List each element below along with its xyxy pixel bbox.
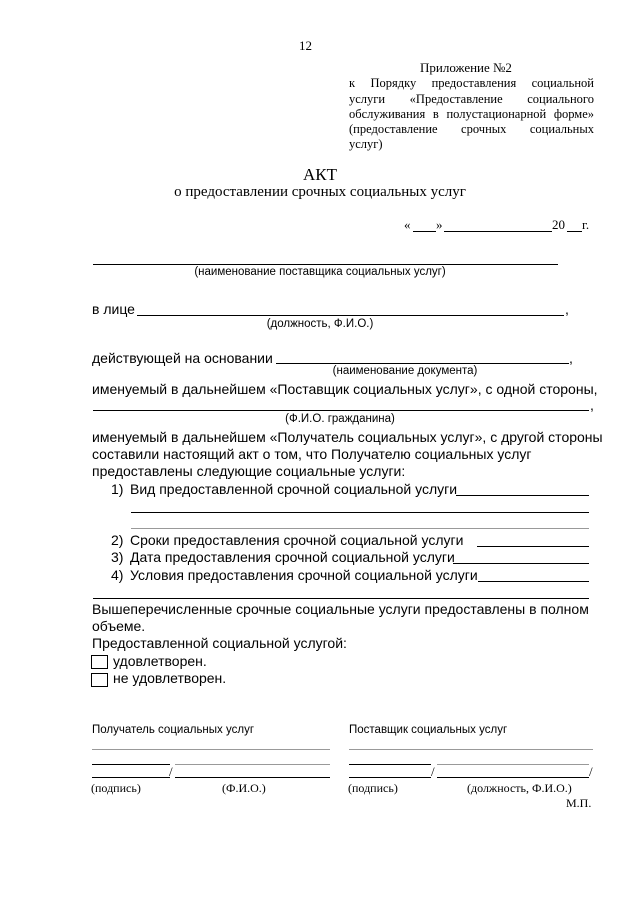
basis-document-field[interactable] — [276, 363, 569, 364]
provider-named-text: именуемый в дальнейшем «Поставщик социальных услуг», с одной стороны, — [92, 381, 598, 397]
provider-caption-sign: (подпись) — [348, 781, 398, 795]
recipient-signature-title: Получатель социальных услуг — [92, 724, 255, 736]
item-field-conditions[interactable] — [478, 581, 589, 582]
conclusion-text: Вышеперечисленные срочные социальные услуги предоставлены в полном — [92, 601, 589, 617]
recipient-name-field[interactable] — [175, 764, 330, 765]
provider-name-caption: (наименование поставщика социальных услуг) — [194, 266, 446, 278]
provider-signature-title: Поставщик социальных услуг — [349, 724, 508, 736]
not-satisfied-label: не удовлетворен. — [113, 670, 227, 686]
appendix-line: обслуживания в полустационарной форме» — [349, 107, 594, 121]
document-subtitle: о предоставлении срочных социальных услуг — [174, 184, 466, 200]
conclusion-text: объеме. — [92, 618, 146, 634]
recipient-caption-sign: (подпись) — [91, 781, 141, 795]
item-label: Сроки предоставления срочной социальной услуги — [130, 532, 464, 548]
recipient-caption-name: (Ф.И.О.) — [222, 781, 266, 795]
item-label: Условия предоставления срочной социальной услуги — [130, 567, 478, 583]
item-field-type-continued[interactable] — [131, 528, 589, 529]
provider-signature-field[interactable] — [349, 764, 431, 765]
date-day-field[interactable] — [413, 231, 436, 232]
provider-signature-line[interactable] — [349, 749, 593, 750]
provider-caption-name: (должность, Ф.И.О.) — [467, 781, 572, 795]
date-month-field[interactable] — [444, 231, 552, 232]
recipient-slash: / — [169, 764, 173, 779]
represented-by-field[interactable] — [137, 315, 564, 316]
satisfied-label: удовлетворен. — [113, 653, 207, 669]
provider-name-field[interactable] — [437, 764, 589, 765]
appendix-line: услуги «Предоставление социального — [349, 92, 594, 106]
appendix-line: услуг) — [349, 137, 383, 151]
item-number: 3) — [111, 549, 124, 565]
satisfied-checkbox[interactable] — [91, 655, 108, 669]
item-field-terms[interactable] — [477, 546, 589, 547]
recipient-signature-line[interactable] — [92, 749, 330, 750]
basis-label: действующей на основании — [92, 350, 273, 366]
stamp-place: М.П. — [566, 796, 592, 810]
item-label: Вид предоставленной срочной социальной услуги — [130, 481, 458, 497]
represented-by-comma: , — [565, 301, 569, 317]
conclusion-question: Предоставленной социальной услугой: — [92, 635, 347, 651]
provider-name-field[interactable] — [437, 777, 589, 778]
appendix-line: (предоставление срочных социальных — [349, 122, 594, 136]
item-field-type[interactable] — [456, 495, 589, 496]
basis-comma: , — [569, 350, 573, 366]
item-number: 1) — [111, 481, 124, 497]
provider-slash: / — [431, 764, 435, 779]
item-field-conditions-continued[interactable] — [93, 598, 589, 599]
item-field-date[interactable] — [453, 563, 589, 564]
represented-by-caption: (должность, Ф.И.О.) — [266, 318, 374, 330]
date-close-quote: » — [436, 217, 443, 232]
recipient-text-line: составили настоящий акт о том, что Получателю социальных услуг — [92, 446, 532, 462]
recipient-name-field[interactable] — [175, 777, 330, 778]
citizen-caption: (Ф.И.О. гражданина) — [285, 413, 395, 425]
not-satisfied-checkbox[interactable] — [91, 673, 108, 687]
date-year-suffix: г. — [582, 217, 590, 232]
provider-signature-field[interactable] — [349, 777, 431, 778]
item-field-type-continued[interactable] — [131, 512, 589, 513]
date-year-prefix: 20 — [552, 217, 565, 232]
citizen-name-field[interactable] — [93, 410, 589, 411]
appendix-title: Приложение №2 — [420, 60, 512, 75]
appendix-line: к Порядку предоставления социальной — [349, 76, 594, 90]
document-title: АКТ — [303, 165, 337, 184]
item-number: 2) — [111, 532, 124, 548]
represented-by-label: в лице — [92, 301, 135, 317]
item-label: Дата предоставления срочной социальной услуги — [130, 549, 455, 565]
date-year-field[interactable] — [567, 231, 582, 232]
provider-name-field[interactable] — [93, 264, 558, 265]
recipient-signature-field[interactable] — [92, 764, 170, 765]
page-number: 12 — [299, 38, 312, 53]
provider-slash-end: / — [589, 764, 593, 779]
basis-caption: (наименование документа) — [332, 365, 478, 377]
recipient-signature-field[interactable] — [92, 777, 170, 778]
item-number: 4) — [111, 567, 124, 583]
date-open-quote: « — [404, 217, 411, 232]
citizen-comma: , — [590, 397, 594, 413]
recipient-text-line: именуемый в дальнейшем «Получатель социальных услуг», с другой стороны — [92, 429, 603, 445]
recipient-text-line: предоставлены следующие социальные услуги: — [92, 463, 406, 479]
